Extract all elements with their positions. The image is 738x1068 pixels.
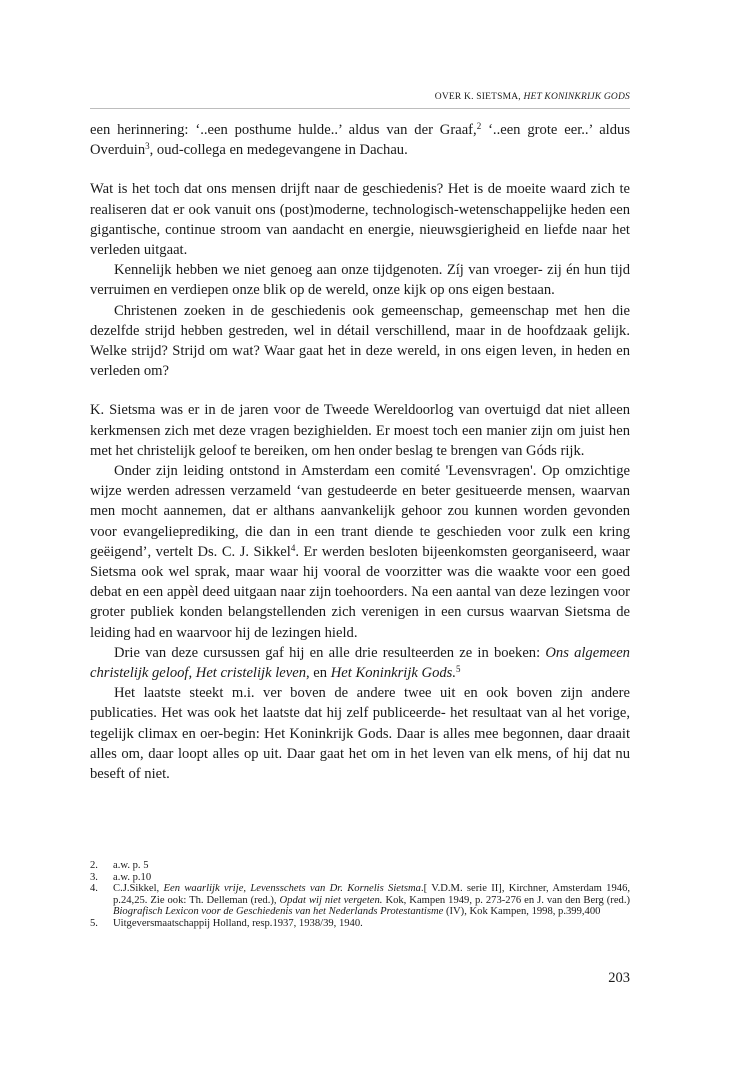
paragraph-7: Drie van deze cursussen gaf hij en alle drie resulteerden ze in boeken: Ons algemeen christelijk geloof, Het cristelijk leven, en Het Koninkrijk Gods.$^5$	[90, 644, 630, 682]
paragraph-3: Kennelijk hebben we niet genoeg aan onze tijdgenoten. Zíj van vroeger- zij én hun tijd verruimen en verdiepen onze blik op de wereld, onze kijk op ons eigen bestaan.	[90, 262, 630, 299]
paragraph-1: een herinnering: ‘..een posthume hulde..’ aldus van der Graaf,$^2$ ‘..een grote eer..’ aldus Overduin$^3$, oud-collega en medegevangene in Dachau.	[90, 121, 631, 159]
footnote-5: 5. Uitgeversmaatschappij Holland, resp.1937, 1938/39, 1940.	[90, 917, 363, 929]
paragraph-6: Onder zijn leiding ontstond in Amsterdam een comité 'Levensvragen'. Op omzichtige wijze werden adressen verzameld ‘van gestudeerde en beter gesitueerde mensen, waarvan men mocht aannemen, dat er althans aanvankelijk gehoor zou kunnen worden gevonden voor evangelieprediking, die dan in een trant diende te geschieden voor zulk een kring geëigend’, vertelt Ds. C. J. Sikkel$^4$. Er werden besloten bijeenkomsten georganiseerd, waar Sietsma ook wel sprak, maar waar hij vooral de voorzitter was die waakte voor een goed debat en een appèl deed uitgaan naar zijn toehoorders. Na een aantal van deze lezingen voor groter publiek konden belangstellenden zich verenigen in een cursus waarvan Sietsma de leiding had en waarvoor hij de lezingen hield.	[90, 463, 631, 641]
footnote-ref-2: 2	[476, 121, 482, 131]
paragraph-2: Wat is het toch dat ons mensen drijft naar de geschiedenis? Het is de moeite waard zich te realiseren dat er ook vanuit ons (post)moderne, technologisch-wetenschappelijke heden een gigantische, continue stroom van aandacht en energie, nieuwsgierigheid en liefde naar het verleden uitgaat.	[90, 181, 630, 259]
footnote-2: 2. a.w. p. 5	[90, 860, 149, 871]
running-head-author: OVER K. SIETSMA,	[434, 92, 521, 102]
running-head-title: HET KONINKRIJK GODS	[523, 92, 630, 102]
paragraph-8: Het laatste steekt m.i. ver boven de andere twee uit en ook boven zijn andere publicaties. Het was ook het laatste dat hij zelf publiceerde- het resultaat van al het vorige, tegelijk climax en oer-begin: Het Koninkrijk Gods. Daar is alles mee begonnen, daar draait alles om, daar loopt alles op uit. Daar gaat het om in het leven van elk mens, of hij dat nu beseft of niet.	[90, 685, 630, 783]
running-head	[300, 92, 630, 102]
page-number: 203	[608, 970, 630, 986]
running-head-rule	[90, 108, 630, 109]
footnote-ref-4: 4	[290, 542, 296, 553]
footnote-ref-5: 5	[456, 664, 461, 675]
footnote-ref-3: 3	[145, 141, 150, 152]
footnotes	[90, 860, 630, 930]
paragraph-4: Christenen zoeken in de geschiedenis ook gemeenschap, gemeenschap met hen die dezelfde strijd hebben gestreden, wel in détail verschillend, maar in de hoofdzaak gelijk. Welke strijd? Strijd om wat? Waar gaat het in deze wereld, in ons eigen leven, in heden en verleden om?	[90, 302, 630, 380]
main-text	[90, 120, 630, 784]
paragraph-5: K. Sietsma was er in de jaren voor de Tweede Wereldoorlog van overtuigd dat niet alleen kerkmensen zich met deze vragen bezighielden. Er moest toch een manier zijn om juist hen met het christelijk geloof te bereiken, om hen onder beslag te brengen van Góds rijk.	[90, 402, 630, 459]
footnote-4: 4. C.J.Sikkel, Een waarlijk vrije, Levensschets van Dr. Kornelis Sietsma.[ V.D.M. serie II], Kirchner, Amsterdam 1946, p.24,25. Zie ook: Th. Delleman (red.), Opdat wij niet vergeten. Kok, Kampen 1949, p. 273-276 en J. van den Berg (red.) Biografisch Lexicon voor de Geschiedenis van het Nederlands Protestantisme (IV), Kok Kampen, 1998, p.399,400	[90, 883, 631, 918]
footnote-3: 3. a.w. p.10	[90, 871, 152, 883]
